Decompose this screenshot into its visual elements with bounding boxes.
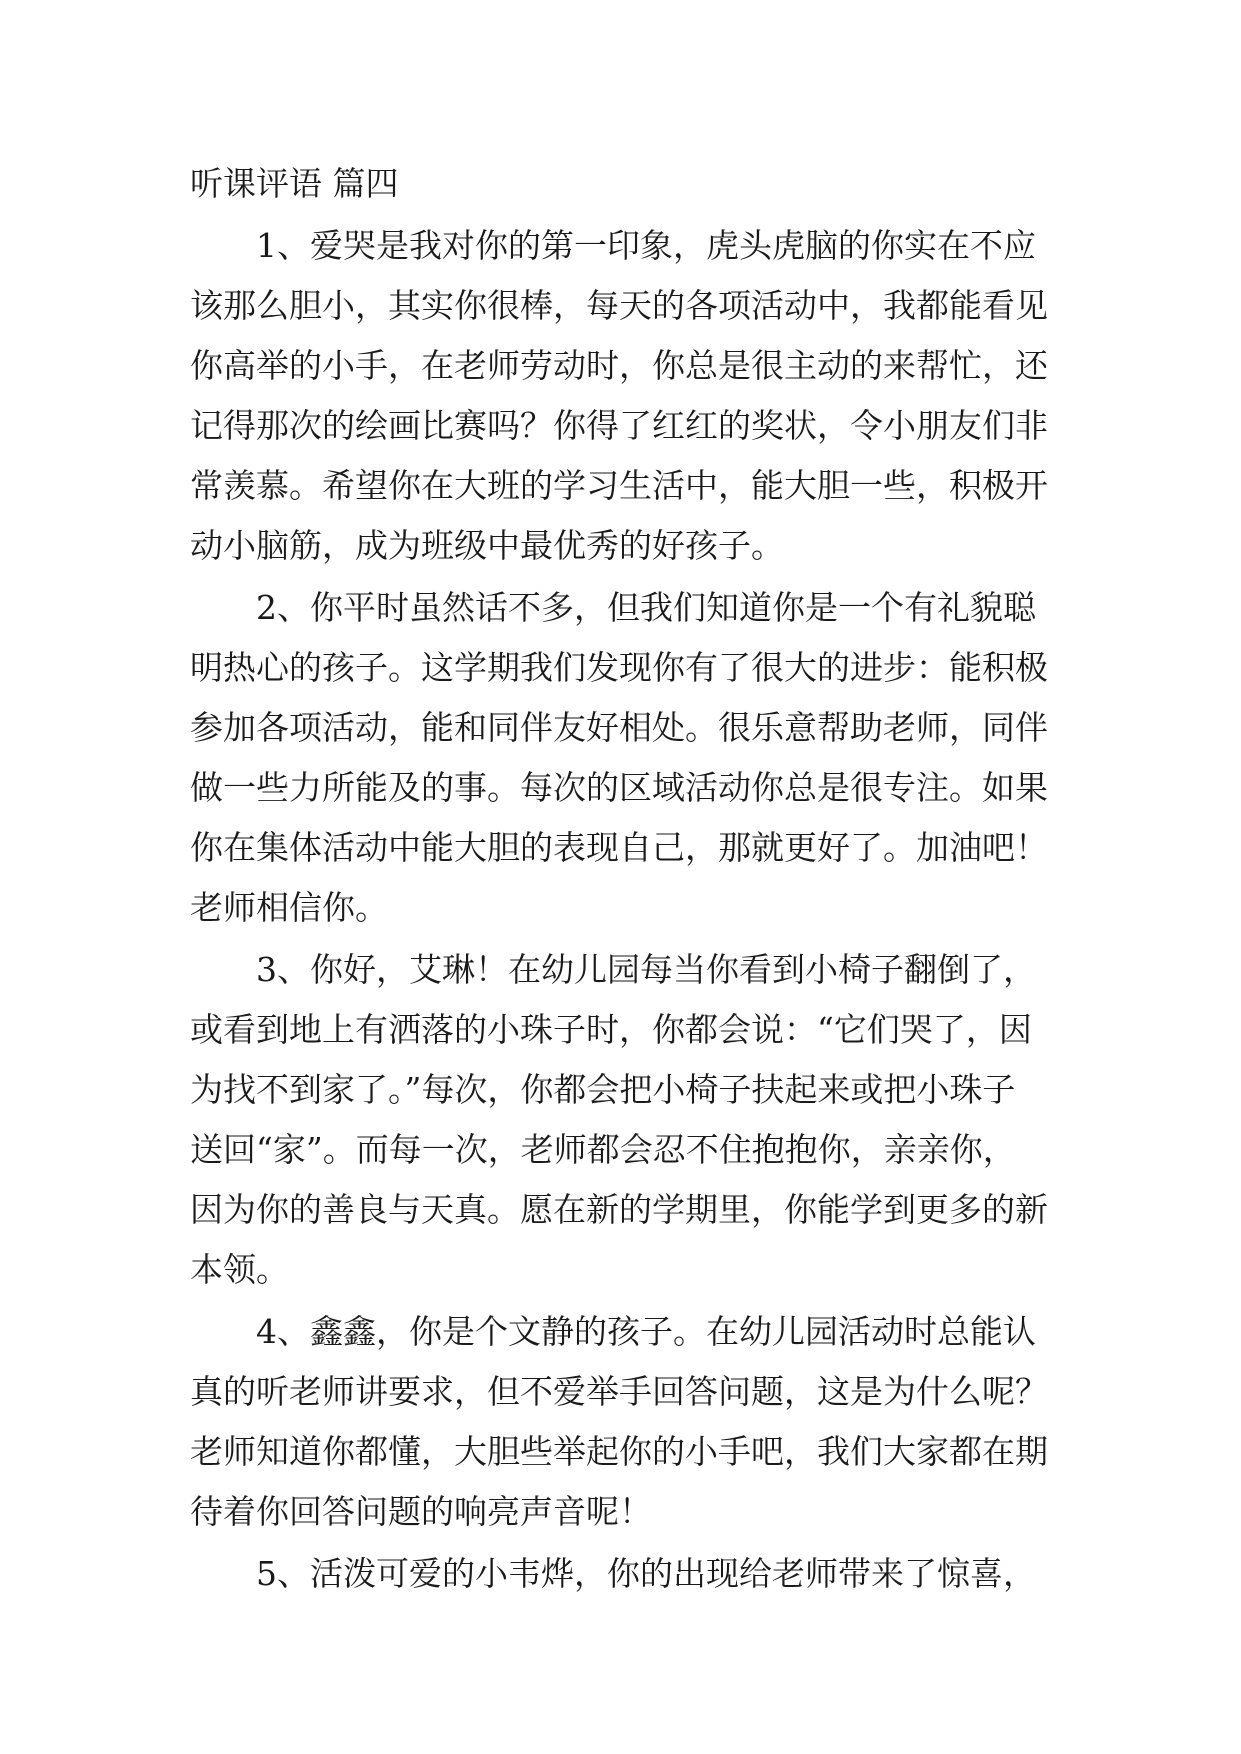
paragraph-4-line-4: 待着你回答问题的响亮声音呢！ [190,1492,652,1531]
paragraph-2-line-6: 老师相信你。 [190,888,388,927]
page-title: 听课评语 篇四 [190,164,399,203]
paragraph-2-line-3: 参加各项活动，能和同伴友好相处。很乐意帮助老师，同伴 [190,708,1048,747]
paragraph-3-line-3: 为找不到家了。”每次，你都会把小椅子扶起来或把小珠子 [190,1070,1016,1109]
paragraph-2-line-4: 做一些力所能及的事。每次的区域活动你总是很专注。如果 [190,768,1048,807]
paragraph-2-line-1: 2、你平时虽然话不多，但我们知道你是一个有礼貌聪 [256,588,1036,627]
paragraph-1-line-2: 该那么胆小，其实你很棒，每天的各项活动中，我都能看见 [190,286,1048,325]
paragraph-1-line-3: 你高举的小手，在老师劳动时，你总是很主动的来帮忙，还 [190,346,1048,385]
paragraph-1-line-5: 常羡慕。希望你在大班的学习生活中，能大胆一些，积极开 [190,466,1048,505]
paragraph-4-line-3: 老师知道你都懂，大胆些举起你的小手吧，我们大家都在期 [190,1432,1048,1471]
paragraph-3-line-6: 本领。 [190,1250,289,1289]
paragraph-5-line-1: 5、活泼可爱的小韦烨，你的出现给老师带来了惊喜， [256,1554,1036,1593]
paragraph-1-line-1: 1、爱哭是我对你的第一印象，虎头虎脑的你实在不应 [256,226,1036,265]
paragraph-3-line-4: 送回“家”。而每一次，老师都会忍不住抱抱你，亲亲你， [190,1130,1016,1169]
paragraph-4-line-1: 4、鑫鑫，你是个文静的孩子。在幼儿园活动时总能认 [256,1312,1036,1351]
paragraph-3-line-1: 3、你好，艾琳！在幼儿园每当你看到小椅子翻倒了， [256,950,1036,989]
paragraph-2-line-5: 你在集体活动中能大胆的表现自己，那就更好了。加油吧！ [190,828,1048,867]
paragraph-3-line-5: 因为你的善良与天真。愿在新的学期里，你能学到更多的新 [190,1190,1048,1229]
paragraph-3-line-2: 或看到地上有洒落的小珠子时，你都会说：“它们哭了，因 [190,1010,1032,1049]
paragraph-1-line-4: 记得那次的绘画比赛吗？你得了红红的奖状，令小朋友们非 [190,406,1048,445]
paragraph-2-line-2: 明热心的孩子。这学期我们发现你有了很大的进步：能积极 [190,648,1048,687]
paragraph-4-line-2: 真的听老师讲要求，但不爱举手回答问题，这是为什么呢？ [190,1372,1048,1411]
paragraph-1-line-6: 动小脑筋，成为班级中最优秀的好孩子。 [190,526,784,565]
